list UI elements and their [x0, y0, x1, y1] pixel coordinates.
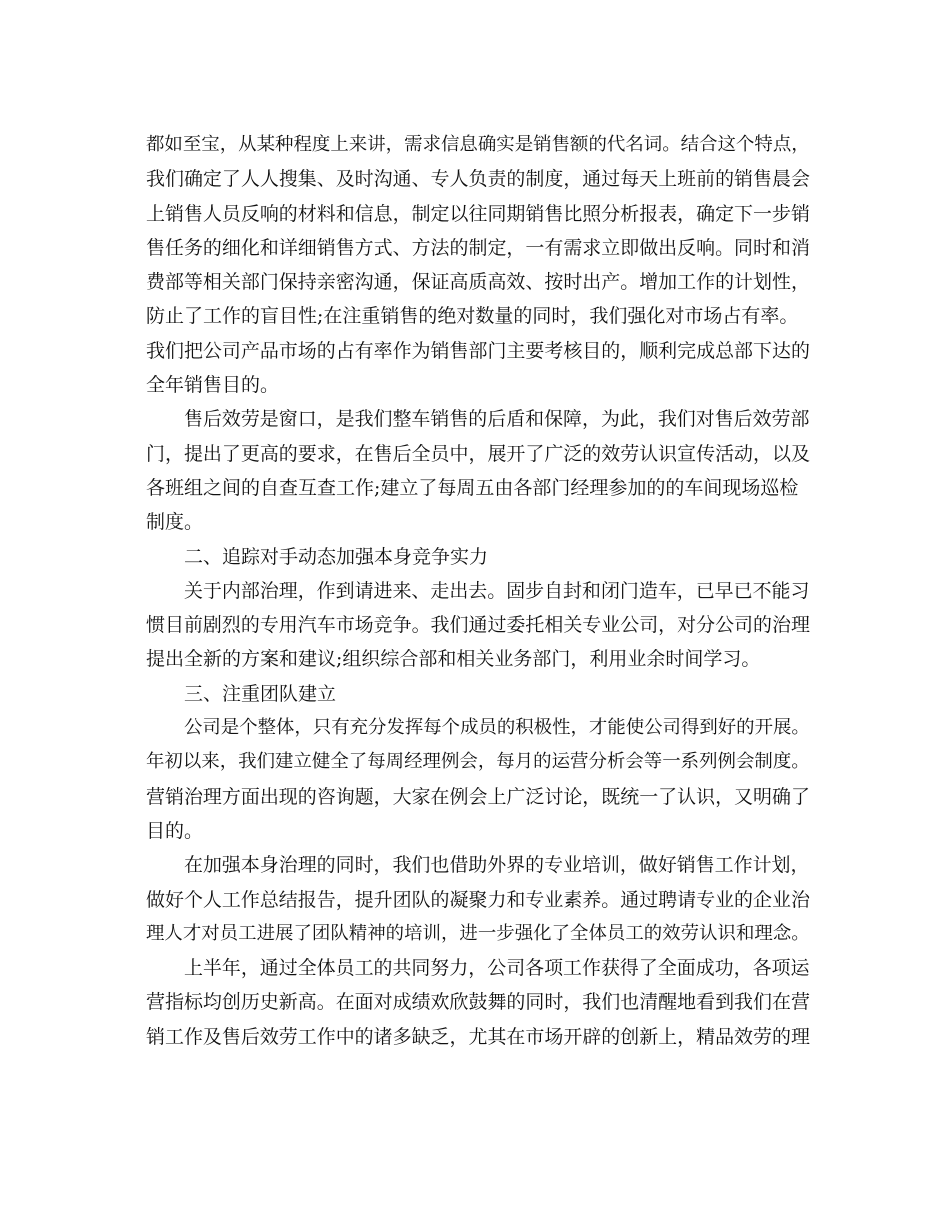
text-line: 各班组之间的自查互查工作;建立了每周五由各部门经理参加的的车间现场巡检	[146, 476, 799, 499]
text-line: 做好个人工作总结报告，提升团队的凝聚力和专业素养。通过聘请专业的企业治	[146, 888, 810, 911]
text-line: 营销治理方面出现的咨询题，大家在例会上广泛讨论，既统一了认识，又明确了	[146, 785, 810, 808]
text-line: 费部等相关部门保持亲密沟通，保证高质高效、按时出产。增加工作的计划性，	[146, 271, 810, 294]
text-line: 目的。	[146, 819, 204, 842]
text-line: 上半年，通过全体员工的共同努力，公司各项工作获得了全面成功，各项运	[184, 957, 810, 980]
text-line: 年初以来，我们建立健全了每周经理例会，每月的运营分析会等一系列例会制度。	[146, 751, 810, 773]
text-line: 在加强本身治理的同时，我们也借助外界的专业培训，做好销售工作计划，	[184, 854, 810, 877]
text-line: 我们把公司产品市场的占有率作为销售部门主要考核目的，顺利完成总部下达的	[146, 339, 810, 362]
text-line: 销工作及售后效劳工作中的诸多缺乏，尤其在市场开辟的创新上，精品效劳的理	[146, 1025, 810, 1048]
text-line: 关于内部治理，作到请进来、走出去。固步自封和闭门造车，已早已不能习	[184, 579, 810, 602]
text-line: 理人才对员工进展了团队精神的培训，进一步强化了全体员工的效劳认识和理念。	[146, 922, 810, 944]
text-line: 都如至宝，从某种程度上来讲，需求信息确实是销售额的代名词。结合这个特点，	[146, 134, 810, 155]
document-body	[146, 128, 810, 1054]
text-line: 防止了工作的盲目性;在注重销售的绝对数量的同时，我们强化对市场占有率。	[146, 305, 799, 328]
text-line: 三、注重团队建立	[184, 682, 337, 705]
text-line: 二、追踪对手动态加强本身竞争实力	[184, 545, 489, 568]
text-line: 营指标均创历史新高。在面对成绩欢欣鼓舞的同时，我们也清醒地看到我们在营	[146, 991, 810, 1014]
text-line: 门，提出了更高的要求，在售后全员中，展开了广泛的效劳认识宣传活动，以及	[146, 442, 810, 465]
text-line: 我们确定了人人搜集、及时沟通、专人负责的制度，通过每天上班前的销售晨会	[146, 168, 810, 191]
text-line: 制度。	[146, 511, 204, 534]
text-line: 全年销售目的。	[146, 374, 280, 397]
text-line: 上销售人员反响的材料和信息，制定以往同期销售比照分析报表，确定下一步销	[146, 202, 810, 225]
text-line: 售后效劳是窗口，是我们整车销售的后盾和保障，为此，我们对售后效劳部	[184, 408, 810, 431]
text-line: 惯目前剧烈的专用汽车市场竞争。我们通过委托相关专业公司，对分公司的治理	[146, 614, 810, 637]
text-line: 售任务的细化和详细销售方式、方法的制定，一有需求立即做出反响。同时和消	[146, 236, 810, 259]
text-line: 公司是个整体，只有充分发挥每个成员的积极性，才能使公司得到好的开展。	[184, 717, 810, 739]
text-line: 提出全新的方案和建议;组织综合部和相关业务部门，利用业余时间学习。	[146, 648, 761, 671]
